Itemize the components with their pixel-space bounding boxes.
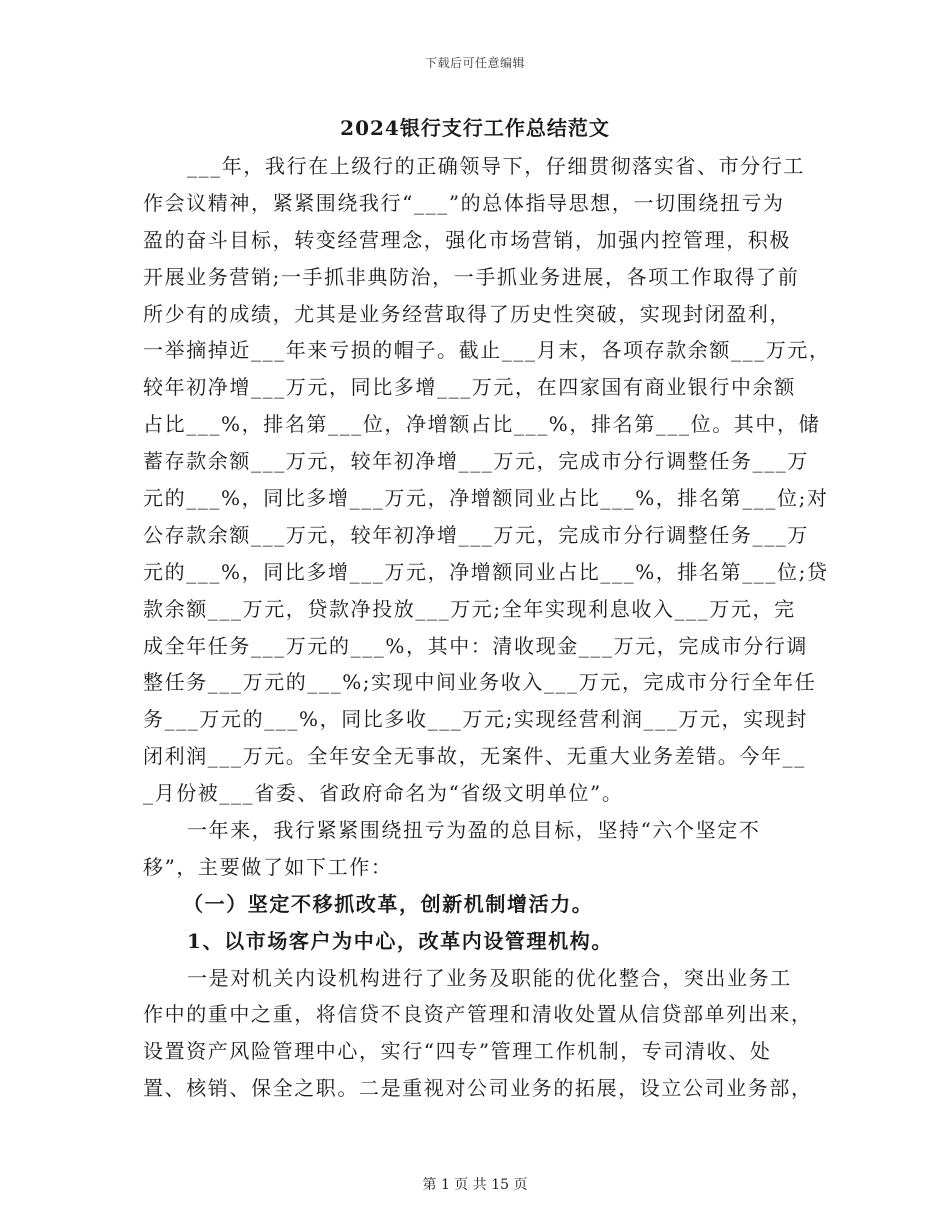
paragraph-line: 置、核销、保全之职。二是重视对公司业务的拓展，设立公司业务部， xyxy=(143,1076,813,1101)
paragraph-line: 作中的重中之重，将信贷不良资产管理和清收处置从信贷部单列出来， xyxy=(143,1002,813,1027)
document-title: 2024银行支行工作总结范文 xyxy=(340,116,610,140)
page-footer: 第 1 页 共 15 页 xyxy=(422,1177,528,1193)
paragraph-line: 务___万元的___%，同比多收___万元;实现经营利润___万元，实现封 xyxy=(143,707,808,732)
paragraph-line: 作会议精神，紧紧围绕我行“___”的总体指导思想，一切围绕扭亏为 xyxy=(143,190,785,215)
paragraph-line: 较年初净增___万元，同比多增___万元，在四家国有商业银行中余额 xyxy=(143,375,796,400)
paragraph-line: 一举摘掉近___年来亏损的帽子。截止___月末，各项存款余额___万元， xyxy=(143,338,831,363)
document-body xyxy=(143,148,831,1107)
paragraph-line: 一是对机关内设机构进行了业务及职能的优化整合，突出业务工 xyxy=(187,965,792,990)
section-heading: （一）坚定不移抓改革，创新机制增活力。 xyxy=(183,891,594,916)
paragraph-line: 元的___%，同比多增___万元，净增额同业占比___%，排名第___位;对 xyxy=(143,486,829,511)
paragraph-line: 公存款余额___万元，较年初净增___万元，完成市分行调整任务___万 xyxy=(143,522,809,547)
subsection-heading: 1、以市场客户为中心，改革内设管理机构。 xyxy=(187,928,613,953)
paragraph-line: 一年来，我行紧紧围绕扭亏为盈的总目标，坚持“六个坚定不 xyxy=(187,818,761,843)
paragraph-line: 开展业务营销;一手抓非典防治，一手抓业务进展，各项工作取得了前 xyxy=(143,264,800,289)
paragraph-line: 成全年任务___万元的___%，其中：清收现金___万元，完成市分行调 xyxy=(143,633,809,658)
paragraph-line: 占比___%，排名第___位，净增额占比___%，排名第___位。其中，储 xyxy=(143,412,821,437)
paragraph-line: 盈的奋斗目标，转变经营理念，强化市场营销，加强内控管理，积极 xyxy=(143,227,791,252)
paragraph-line: ___年，我行在上级行的正确领导下，仔细贯彻落实省、市分行工 xyxy=(187,154,805,178)
paragraph-line: 款余额___万元，贷款净投放___万元;全年实现利息收入___万元，完 xyxy=(143,596,796,621)
paragraph-line: 元的___%，同比多增___万元，净增额同业占比___%，排名第___位;贷 xyxy=(143,559,829,584)
paragraph-line: 移”，主要做了如下工作： xyxy=(143,854,393,879)
paragraph-line: 蓄存款余额___万元，较年初净增___万元，完成市分行调整任务___万 xyxy=(143,449,809,474)
header-note: 下载后可任意编辑 xyxy=(424,56,525,70)
paragraph-line: 设置资产风险管理中心，实行“四专”管理工作机制，专司清收、处 xyxy=(143,1039,772,1064)
paragraph-line: 整任务___万元的___%;实现中间业务收入___万元，完成市分行全年任 xyxy=(143,670,817,695)
paragraph-line: 闭利润___万元。全年安全无事故，无案件、无重大业务差错。今年__ xyxy=(143,744,806,769)
paragraph-line: 所少有的成绩，尤其是业务经营取得了历史性突破，实现封闭盈利， xyxy=(143,301,791,326)
paragraph-line: _月份被___省委、省政府命名为“省级文明单位”。 xyxy=(143,781,624,806)
